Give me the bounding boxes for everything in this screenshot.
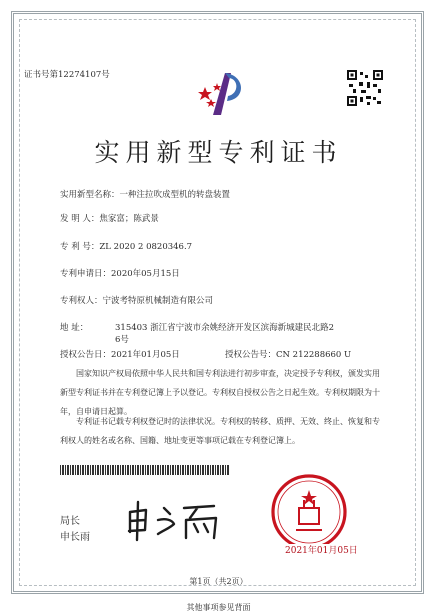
address-line-2: 6号 bbox=[115, 335, 129, 345]
official-seal-icon bbox=[262, 470, 356, 544]
patentee-row bbox=[60, 294, 213, 306]
inventor-value: 焦家富；陈武景 bbox=[99, 214, 159, 224]
name-label: 实用新型名称： bbox=[60, 190, 120, 200]
inventor-row bbox=[60, 212, 159, 224]
barcode bbox=[60, 465, 230, 475]
page-number: 第1页（共2页） bbox=[189, 577, 248, 586]
inventor-label: 发 明 人： bbox=[60, 214, 100, 224]
grant-paragraph: 国家知识产权局依照中华人民共和国专利法进行初步审查，决定授予专利权，颁发实用新型专利证书并在专利登记簿上予以登记。专利权自授权公告之日起生效。专利权期限为十年，自申请日起算。 bbox=[60, 369, 380, 416]
certificate-number: 证书号第12274107号 bbox=[24, 70, 110, 80]
utility-model-name-row bbox=[60, 188, 230, 200]
announce-number-label: 授权公告号： bbox=[225, 350, 277, 360]
address-line-1: 315403 浙江省宁波市余姚经济开发区滨海新城建民北路2 bbox=[115, 323, 335, 333]
qr-code-icon bbox=[347, 70, 383, 106]
patent-number-value: ZL 2020 2 0820346.7 bbox=[99, 242, 193, 252]
announce-date-label: 授权公告日： bbox=[60, 350, 112, 360]
patent-number-label: 专 利 号： bbox=[60, 242, 100, 252]
footer-note: 其他事项参见背面 bbox=[186, 603, 251, 612]
address-label: 地 址： bbox=[60, 323, 89, 333]
page-title: 实用新型专利证书 bbox=[94, 138, 343, 167]
filing-date-label: 专利申请日： bbox=[60, 269, 112, 279]
filing-date-row bbox=[60, 267, 180, 279]
filing-date-value: 2020年05月15日 bbox=[111, 269, 180, 279]
address-row bbox=[60, 321, 88, 333]
patentee-label: 专利权人： bbox=[60, 296, 103, 306]
legal-status-paragraph: 专利证书记载专利权登记时的法律状况。专利权的转移、质押、无效、终止、恢复和专利权人的姓名或名称、国籍、地址变更等事项记载在专利登记簿上。 bbox=[60, 417, 380, 445]
handwritten-signature bbox=[118, 498, 228, 544]
patentee-value: 宁波考特原机械制造有限公司 bbox=[102, 296, 214, 306]
name-value: 一种注拉吹成型机的转盘装置 bbox=[119, 190, 231, 200]
announce-date-value: 2021年01月05日 bbox=[111, 350, 180, 360]
director-title: 局长 bbox=[60, 516, 80, 527]
seal-date: 2021年01月05日 bbox=[285, 546, 358, 556]
announce-number-row bbox=[225, 348, 351, 360]
announce-number-value: CN 212288660 U bbox=[276, 350, 352, 360]
announce-date-row bbox=[60, 348, 180, 360]
cnipa-logo-icon bbox=[195, 65, 250, 120]
director-name: 申长雨 bbox=[60, 532, 90, 543]
patent-number-row bbox=[60, 240, 192, 252]
